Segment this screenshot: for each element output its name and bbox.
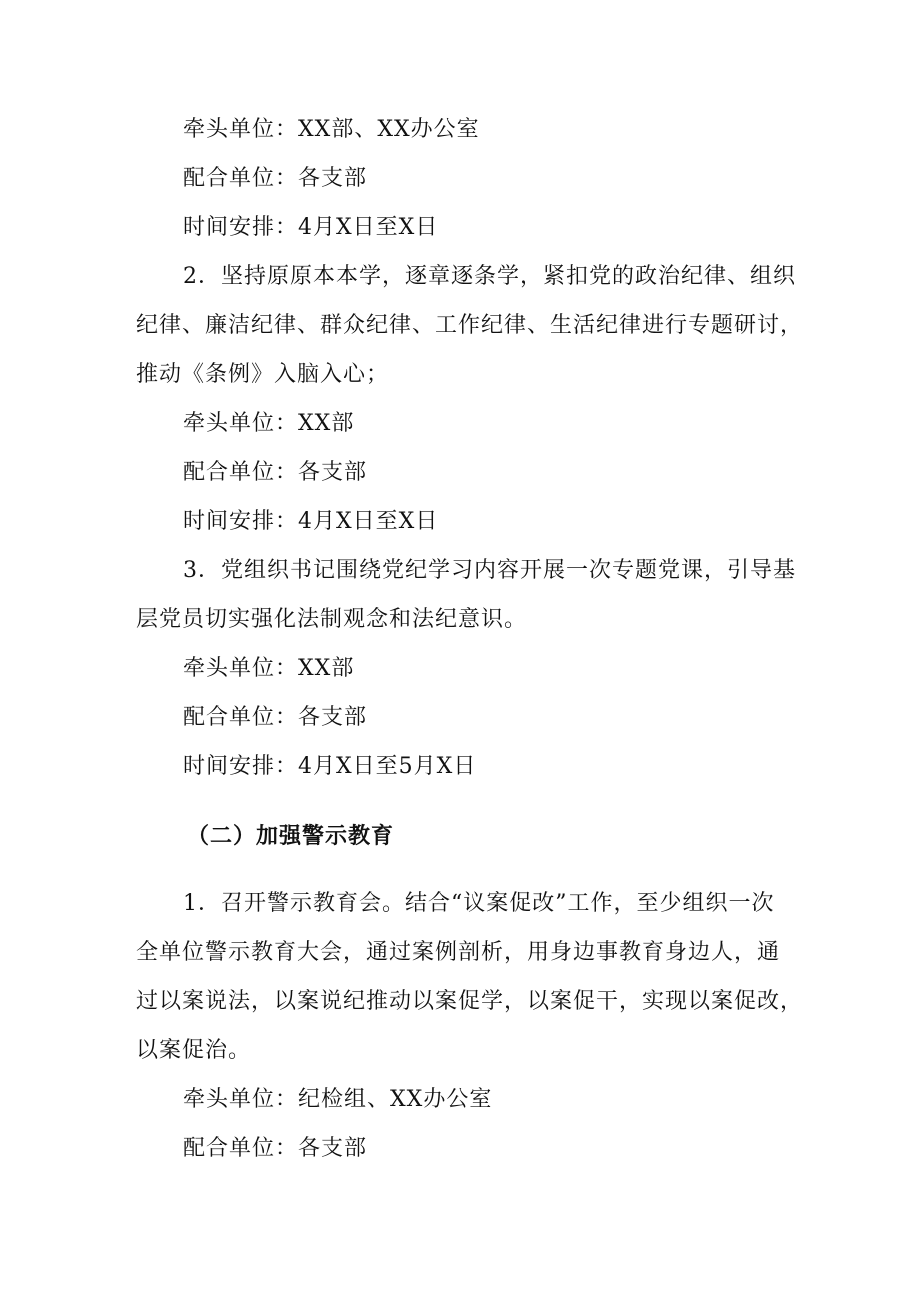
item-2-line-2: 纪律、廉洁纪律、群众纪律、工作纪律、生活纪律进行专题研讨，: [136, 313, 804, 338]
item-1-line-3: 过以案说法，以案说纪推动以案促学，以案促干，实现以案促改，: [136, 989, 804, 1014]
section-heading-warning-education: （二）加强警示教育: [187, 823, 395, 849]
schedule-3: 时间安排：4月X日至5月X日: [183, 754, 477, 779]
support-unit-4: 配合单位：各支部: [183, 1136, 368, 1161]
item-1-line-1: 1．召开警示教育会。结合“议案促改”工作，至少组织一次: [183, 891, 775, 916]
support-unit-3: 配合单位：各支部: [183, 705, 368, 730]
item-1-line-4: 以案促治。: [136, 1038, 252, 1063]
schedule-1: 时间安排：4月X日至X日: [183, 215, 439, 240]
item-3-line-2: 层党员切实强化法制观念和法纪意识。: [136, 607, 528, 632]
item-2-line-1: 2．坚持原原本本学，逐章逐条学，紧扣党的政治纪律、组织: [183, 264, 796, 289]
schedule-2: 时间安排：4月X日至X日: [183, 509, 439, 534]
support-unit-2: 配合单位：各支部: [183, 460, 368, 485]
item-1-line-2: 全单位警示教育大会，通过案例剖析，用身边事教育身边人，通: [136, 940, 781, 965]
lead-unit-2: 牵头单位：XX部: [183, 411, 355, 436]
lead-unit-4: 牵头单位：纪检组、XX办公室: [183, 1087, 493, 1112]
item-2-line-3: 推动《条例》入脑入心；: [136, 362, 390, 387]
lead-unit-3: 牵头单位：XX部: [183, 656, 355, 681]
item-3-line-1: 3．党组织书记围绕党纪学习内容开展一次专题党课，引导基: [183, 558, 796, 583]
support-unit-1: 配合单位：各支部: [183, 166, 368, 191]
lead-unit-1: 牵头单位：XX部、XX办公室: [183, 117, 480, 142]
